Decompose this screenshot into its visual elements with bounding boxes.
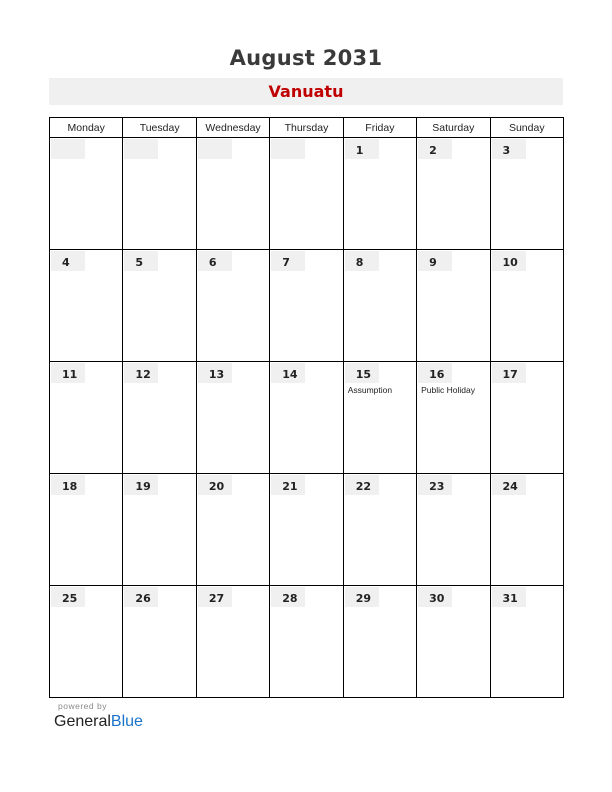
generalblue-logo[interactable] [54,713,143,731]
day-number: 21 [282,480,298,493]
brand-general-text: General [54,713,111,730]
day-cell [50,474,123,586]
day-number: 5 [135,256,144,269]
day-cell [196,250,269,362]
day-cell [270,474,343,586]
day-number: 10 [502,256,518,269]
weekday-header: Sunday [490,118,563,138]
day-number: 2 [429,144,437,157]
day-cell [270,362,343,474]
day-cell [123,474,196,586]
day-cell [417,138,490,250]
day-cell [196,138,269,250]
calendar-title: August 2031 [229,46,383,70]
week-row [50,250,564,362]
day-number: 9 [429,256,437,269]
day-number: 18 [62,480,78,493]
day-number: 8 [355,256,364,269]
day-cell [490,586,563,698]
day-number: 13 [208,368,225,381]
day-number: 23 [429,480,445,493]
day-cell [490,474,563,586]
day-cell [196,586,269,698]
day-cell [123,138,196,250]
week-row [50,362,564,474]
day-cell [417,586,490,698]
day-number-box [198,139,232,159]
weekday-header: Friday [343,118,416,138]
weekday-header: Saturday [417,118,490,138]
day-cell [490,250,563,362]
day-cell [50,250,123,362]
day-cell [123,250,196,362]
day-cell [270,138,343,250]
day-number: 20 [208,480,225,493]
powered-by-label: powered by [58,701,107,711]
day-cell [50,138,123,250]
day-cell [270,586,343,698]
day-cell [490,138,563,250]
day-cell [343,250,416,362]
day-cell [196,362,269,474]
day-number: 25 [62,592,78,605]
country-banner [49,78,563,105]
holiday-label: Assumption [347,385,393,395]
day-cell [343,474,416,586]
day-cell [270,250,343,362]
day-cell [417,474,490,586]
day-number: 16 [429,368,445,381]
day-number: 12 [135,368,151,381]
day-number: 19 [135,480,151,493]
day-number: 27 [208,592,225,605]
day-cell [417,250,490,362]
day-number: 26 [135,592,151,605]
brand-blue-text: Blue [110,713,143,730]
week-row [50,586,564,698]
day-cell [343,138,416,250]
day-number: 3 [502,144,511,157]
day-number-box [271,139,305,159]
day-number: 14 [282,368,298,381]
day-cell [123,586,196,698]
day-number-box [124,139,158,159]
day-cell [50,362,123,474]
day-number: 22 [355,480,371,493]
country-name: Vanuatu [268,82,344,101]
holiday-label: Public Holiday [421,385,475,395]
day-number: 29 [355,592,371,605]
day-cell [343,586,416,698]
day-number: 24 [502,480,518,493]
day-cell [490,362,563,474]
week-row [50,474,564,586]
day-number: 30 [429,592,445,605]
weekday-header: Monday [50,118,123,138]
day-number: 28 [282,592,298,605]
day-number-box [51,139,85,159]
weekday-header: Thursday [270,118,343,138]
weekday-header: Wednesday [196,118,269,138]
day-cell [196,474,269,586]
day-number: 4 [62,256,70,269]
week-row [50,138,564,250]
weekday-header: Tuesday [123,118,196,138]
day-number: 17 [502,368,518,381]
day-cell [343,362,416,474]
day-cell [50,586,123,698]
day-number: 11 [62,368,78,381]
calendar-grid [49,117,564,698]
day-number: 1 [355,144,364,157]
day-cell [123,362,196,474]
day-cell [417,362,490,474]
weekday-header-row [50,118,564,138]
day-number: 31 [502,592,518,605]
day-number: 6 [208,256,217,269]
day-number: 15 [355,368,371,381]
day-number: 7 [282,256,290,269]
